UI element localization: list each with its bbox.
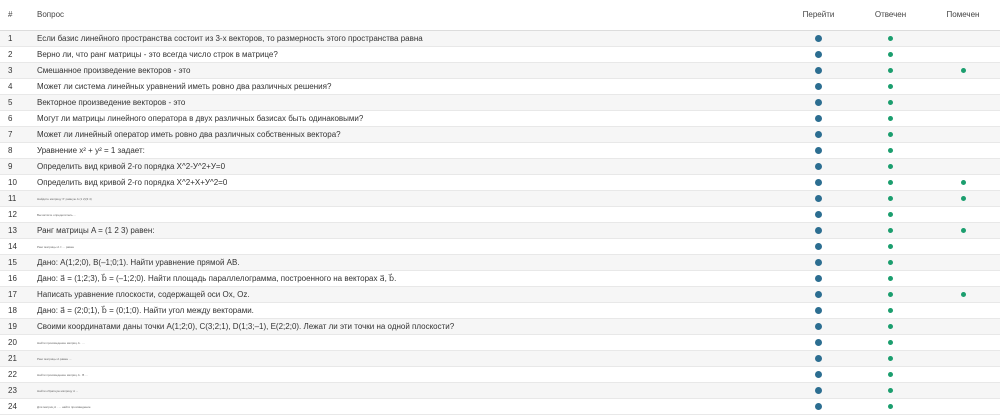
answered-cell xyxy=(855,239,926,255)
question-number: 24 xyxy=(0,399,37,415)
goto-cell[interactable] xyxy=(782,319,855,335)
question-text[interactable]: Найти произведение матриц A · B ... xyxy=(37,367,782,383)
answered-indicator-icon xyxy=(888,100,893,105)
answered-indicator-icon xyxy=(888,388,893,393)
goto-cell[interactable] xyxy=(782,255,855,271)
answered-cell xyxy=(855,383,926,399)
header-number: # xyxy=(0,0,37,31)
goto-question-button[interactable] xyxy=(815,147,822,154)
goto-cell[interactable] xyxy=(782,399,855,415)
answered-indicator-icon xyxy=(888,148,893,153)
question-number: 5 xyxy=(0,95,37,111)
question-text[interactable]: Уравнение x² + y² = 1 задает: xyxy=(37,143,782,159)
question-number: 22 xyxy=(0,367,37,383)
goto-cell[interactable] xyxy=(782,111,855,127)
answered-indicator-icon xyxy=(888,276,893,281)
question-row[interactable] xyxy=(0,191,1000,207)
question-text[interactable]: Может ли система линейных уравнений иметь ровно два различных решения? xyxy=(37,79,782,95)
question-number: 15 xyxy=(0,255,37,271)
marked-cell xyxy=(926,239,1000,255)
marked-cell xyxy=(926,207,1000,223)
goto-question-button[interactable] xyxy=(815,99,822,106)
question-number: 19 xyxy=(0,319,37,335)
answered-indicator-icon xyxy=(888,244,893,249)
questions-body xyxy=(0,31,1000,415)
question-number: 14 xyxy=(0,239,37,255)
marked-cell xyxy=(926,143,1000,159)
marked-cell xyxy=(926,335,1000,351)
goto-question-button[interactable] xyxy=(815,387,822,394)
marked-cell xyxy=(926,47,1000,63)
answered-indicator-icon xyxy=(888,116,893,121)
answered-indicator-icon xyxy=(888,132,893,137)
question-row[interactable] xyxy=(0,319,1000,335)
goto-cell[interactable] xyxy=(782,127,855,143)
question-text[interactable]: Найти обратную матрицу A ... xyxy=(37,383,782,399)
answered-cell xyxy=(855,63,926,79)
goto-question-button[interactable] xyxy=(815,195,822,202)
answered-indicator-icon xyxy=(888,196,893,201)
answered-indicator-icon xyxy=(888,180,893,185)
goto-cell[interactable] xyxy=(782,63,855,79)
question-number: 3 xyxy=(0,63,37,79)
goto-cell[interactable] xyxy=(782,271,855,287)
marked-cell xyxy=(926,351,1000,367)
question-row[interactable] xyxy=(0,399,1000,415)
marked-cell xyxy=(926,111,1000,127)
answered-cell xyxy=(855,47,926,63)
question-text[interactable]: Верно ли, что ранг матрицы - это всегда число строк в матрице? xyxy=(37,47,782,63)
goto-question-button[interactable] xyxy=(815,115,822,122)
goto-question-button[interactable] xyxy=(815,35,822,42)
marked-cell xyxy=(926,271,1000,287)
goto-cell[interactable] xyxy=(782,191,855,207)
answered-cell xyxy=(855,399,926,415)
question-row[interactable] xyxy=(0,351,1000,367)
answered-cell xyxy=(855,207,926,223)
answered-indicator-icon xyxy=(888,324,893,329)
question-number: 16 xyxy=(0,271,37,287)
header-question: Вопрос xyxy=(37,0,782,31)
question-row[interactable] xyxy=(0,159,1000,175)
marked-cell xyxy=(926,159,1000,175)
goto-question-button[interactable] xyxy=(815,371,822,378)
goto-cell[interactable] xyxy=(782,367,855,383)
marked-cell xyxy=(926,223,1000,239)
question-text[interactable]: Дано: a⃗ = (2;0;1), b⃗ = (0;1;0). Найти угол между векторами. xyxy=(37,303,782,319)
goto-cell[interactable] xyxy=(782,335,855,351)
question-row[interactable] xyxy=(0,143,1000,159)
question-text[interactable]: Найти произведение матриц A · ... xyxy=(37,335,782,351)
goto-question-button[interactable] xyxy=(815,243,822,250)
goto-cell[interactable] xyxy=(782,351,855,367)
answered-indicator-icon xyxy=(888,36,893,41)
question-text[interactable]: Вычислите определитель ... xyxy=(37,207,782,223)
goto-question-button[interactable] xyxy=(815,67,822,74)
goto-cell[interactable] xyxy=(782,223,855,239)
question-text[interactable]: Определить вид кривой 2-го порядка X^2-У^2+У=0 xyxy=(37,159,782,175)
question-number: 6 xyxy=(0,111,37,127)
question-row[interactable] xyxy=(0,303,1000,319)
marked-indicator-icon xyxy=(961,180,966,185)
question-row[interactable] xyxy=(0,79,1000,95)
goto-question-button[interactable] xyxy=(815,259,822,266)
marked-cell xyxy=(926,175,1000,191)
marked-cell xyxy=(926,383,1000,399)
answered-indicator-icon xyxy=(888,404,893,409)
goto-question-button[interactable] xyxy=(815,227,822,234)
question-text[interactable]: Найдите матрицу X' равную A (1 2)(3 4) xyxy=(37,191,782,207)
goto-question-button[interactable] xyxy=(815,163,822,170)
question-text[interactable]: Могут ли матрицы линейного оператора в двух различных базисах быть одинаковыми? xyxy=(37,111,782,127)
answered-indicator-icon xyxy=(888,68,893,73)
question-text[interactable]: Ранг матрицы A = ... равен xyxy=(37,239,782,255)
answered-indicator-icon xyxy=(888,356,893,361)
goto-question-button[interactable] xyxy=(815,211,822,218)
marked-cell xyxy=(926,63,1000,79)
question-text[interactable]: Для матриц A · ... найти произведение xyxy=(37,399,782,415)
question-row[interactable] xyxy=(0,111,1000,127)
answered-indicator-icon xyxy=(888,164,893,169)
question-text[interactable]: Ранг матрицы A = (1 2 3) равен: xyxy=(37,223,782,239)
question-row[interactable] xyxy=(0,31,1000,47)
header-answered: Отвечен xyxy=(855,0,926,31)
question-row[interactable] xyxy=(0,239,1000,255)
question-row[interactable] xyxy=(0,175,1000,191)
goto-cell[interactable] xyxy=(782,239,855,255)
goto-cell[interactable] xyxy=(782,159,855,175)
question-number: 13 xyxy=(0,223,37,239)
goto-cell[interactable] xyxy=(782,31,855,47)
goto-cell[interactable] xyxy=(782,143,855,159)
question-text[interactable]: Если базис линейного пространства состоит из 3-х векторов, то размерность этого пространства равна xyxy=(37,31,782,47)
goto-cell[interactable] xyxy=(782,47,855,63)
marked-cell xyxy=(926,127,1000,143)
goto-question-button[interactable] xyxy=(815,339,822,346)
question-text[interactable]: Векторное произведение векторов - это xyxy=(37,95,782,111)
answered-indicator-icon xyxy=(888,340,893,345)
goto-cell[interactable] xyxy=(782,287,855,303)
answered-indicator-icon xyxy=(888,84,893,89)
marked-indicator-icon xyxy=(961,68,966,73)
table-header-row xyxy=(0,0,1000,31)
marked-cell xyxy=(926,31,1000,47)
answered-cell xyxy=(855,111,926,127)
answered-cell xyxy=(855,191,926,207)
question-row[interactable] xyxy=(0,223,1000,239)
answered-cell xyxy=(855,223,926,239)
goto-question-button[interactable] xyxy=(815,179,822,186)
goto-cell[interactable] xyxy=(782,303,855,319)
answered-indicator-icon xyxy=(888,372,893,377)
answered-cell xyxy=(855,271,926,287)
question-number: 18 xyxy=(0,303,37,319)
answered-cell xyxy=(855,255,926,271)
goto-question-button[interactable] xyxy=(815,51,822,58)
question-row[interactable] xyxy=(0,383,1000,399)
question-row[interactable] xyxy=(0,287,1000,303)
goto-question-button[interactable] xyxy=(815,131,822,138)
marked-cell xyxy=(926,79,1000,95)
answered-cell xyxy=(855,95,926,111)
answered-cell xyxy=(855,367,926,383)
goto-cell[interactable] xyxy=(782,175,855,191)
marked-cell xyxy=(926,191,1000,207)
answered-cell xyxy=(855,159,926,175)
question-number: 4 xyxy=(0,79,37,95)
question-number: 7 xyxy=(0,127,37,143)
question-row[interactable] xyxy=(0,63,1000,79)
answered-cell xyxy=(855,335,926,351)
marked-cell xyxy=(926,255,1000,271)
goto-question-button[interactable] xyxy=(815,275,822,282)
marked-indicator-icon xyxy=(961,292,966,297)
question-row[interactable] xyxy=(0,271,1000,287)
question-number: 12 xyxy=(0,207,37,223)
answered-cell xyxy=(855,319,926,335)
question-row[interactable] xyxy=(0,335,1000,351)
question-text[interactable]: Написать уравнение плоскости, содержащей оси Ox, Oz. xyxy=(37,287,782,303)
marked-cell xyxy=(926,319,1000,335)
question-row[interactable] xyxy=(0,255,1000,271)
goto-cell[interactable] xyxy=(782,95,855,111)
goto-cell[interactable] xyxy=(782,79,855,95)
goto-question-button[interactable] xyxy=(815,307,822,314)
question-text[interactable]: Определить вид кривой 2-го порядка X^2+X+У^2=0 xyxy=(37,175,782,191)
answered-indicator-icon xyxy=(888,292,893,297)
header-marked: Помечен xyxy=(926,0,1000,31)
marked-cell xyxy=(926,287,1000,303)
answered-cell xyxy=(855,79,926,95)
marked-cell xyxy=(926,95,1000,111)
marked-cell xyxy=(926,303,1000,319)
goto-question-button[interactable] xyxy=(815,355,822,362)
answered-cell xyxy=(855,303,926,319)
answered-indicator-icon xyxy=(888,308,893,313)
goto-question-button[interactable] xyxy=(815,291,822,298)
answered-cell xyxy=(855,287,926,303)
header-goto: Перейти xyxy=(782,0,855,31)
goto-cell[interactable] xyxy=(782,207,855,223)
question-number: 1 xyxy=(0,31,37,47)
question-row[interactable] xyxy=(0,95,1000,111)
question-row[interactable] xyxy=(0,367,1000,383)
question-number: 21 xyxy=(0,351,37,367)
question-text[interactable]: Может ли линейный оператор иметь ровно два различных собственных вектора? xyxy=(37,127,782,143)
question-text[interactable]: Своими координатами даны точки A(1;2;0), C(3;2;1), D(1;3;–1), E(2;2;0). Лежат ли эти точки на одной плоскости? xyxy=(37,319,782,335)
question-number: 2 xyxy=(0,47,37,63)
answered-indicator-icon xyxy=(888,52,893,57)
question-number: 10 xyxy=(0,175,37,191)
answered-cell xyxy=(855,175,926,191)
question-row[interactable] xyxy=(0,127,1000,143)
question-number: 8 xyxy=(0,143,37,159)
goto-question-button[interactable] xyxy=(815,83,822,90)
goto-cell[interactable] xyxy=(782,383,855,399)
question-text[interactable]: Дано: a⃗ = (1;2;3), b⃗ = (–1;2;0). Найти площадь параллелограмма, построенного на векторах a⃗, b⃗. xyxy=(37,271,782,287)
marked-indicator-icon xyxy=(961,196,966,201)
question-number: 23 xyxy=(0,383,37,399)
goto-question-button[interactable] xyxy=(815,403,822,410)
answered-cell xyxy=(855,143,926,159)
marked-cell xyxy=(926,367,1000,383)
goto-question-button[interactable] xyxy=(815,323,822,330)
question-text[interactable]: Ранг матрицы A равен ... xyxy=(37,351,782,367)
question-number: 9 xyxy=(0,159,37,175)
question-text[interactable]: Смешанное произведение векторов - это xyxy=(37,63,782,79)
answered-indicator-icon xyxy=(888,228,893,233)
answered-cell xyxy=(855,351,926,367)
marked-indicator-icon xyxy=(961,228,966,233)
question-row[interactable] xyxy=(0,47,1000,63)
question-text[interactable]: Дано: A(1;2;0), B(–1;0;1). Найти уравнение прямой AB. xyxy=(37,255,782,271)
question-number: 17 xyxy=(0,287,37,303)
answered-indicator-icon xyxy=(888,212,893,217)
question-number: 20 xyxy=(0,335,37,351)
question-row[interactable] xyxy=(0,207,1000,223)
answered-cell xyxy=(855,31,926,47)
answered-cell xyxy=(855,127,926,143)
marked-cell xyxy=(926,399,1000,415)
answered-indicator-icon xyxy=(888,260,893,265)
question-number: 11 xyxy=(0,191,37,207)
